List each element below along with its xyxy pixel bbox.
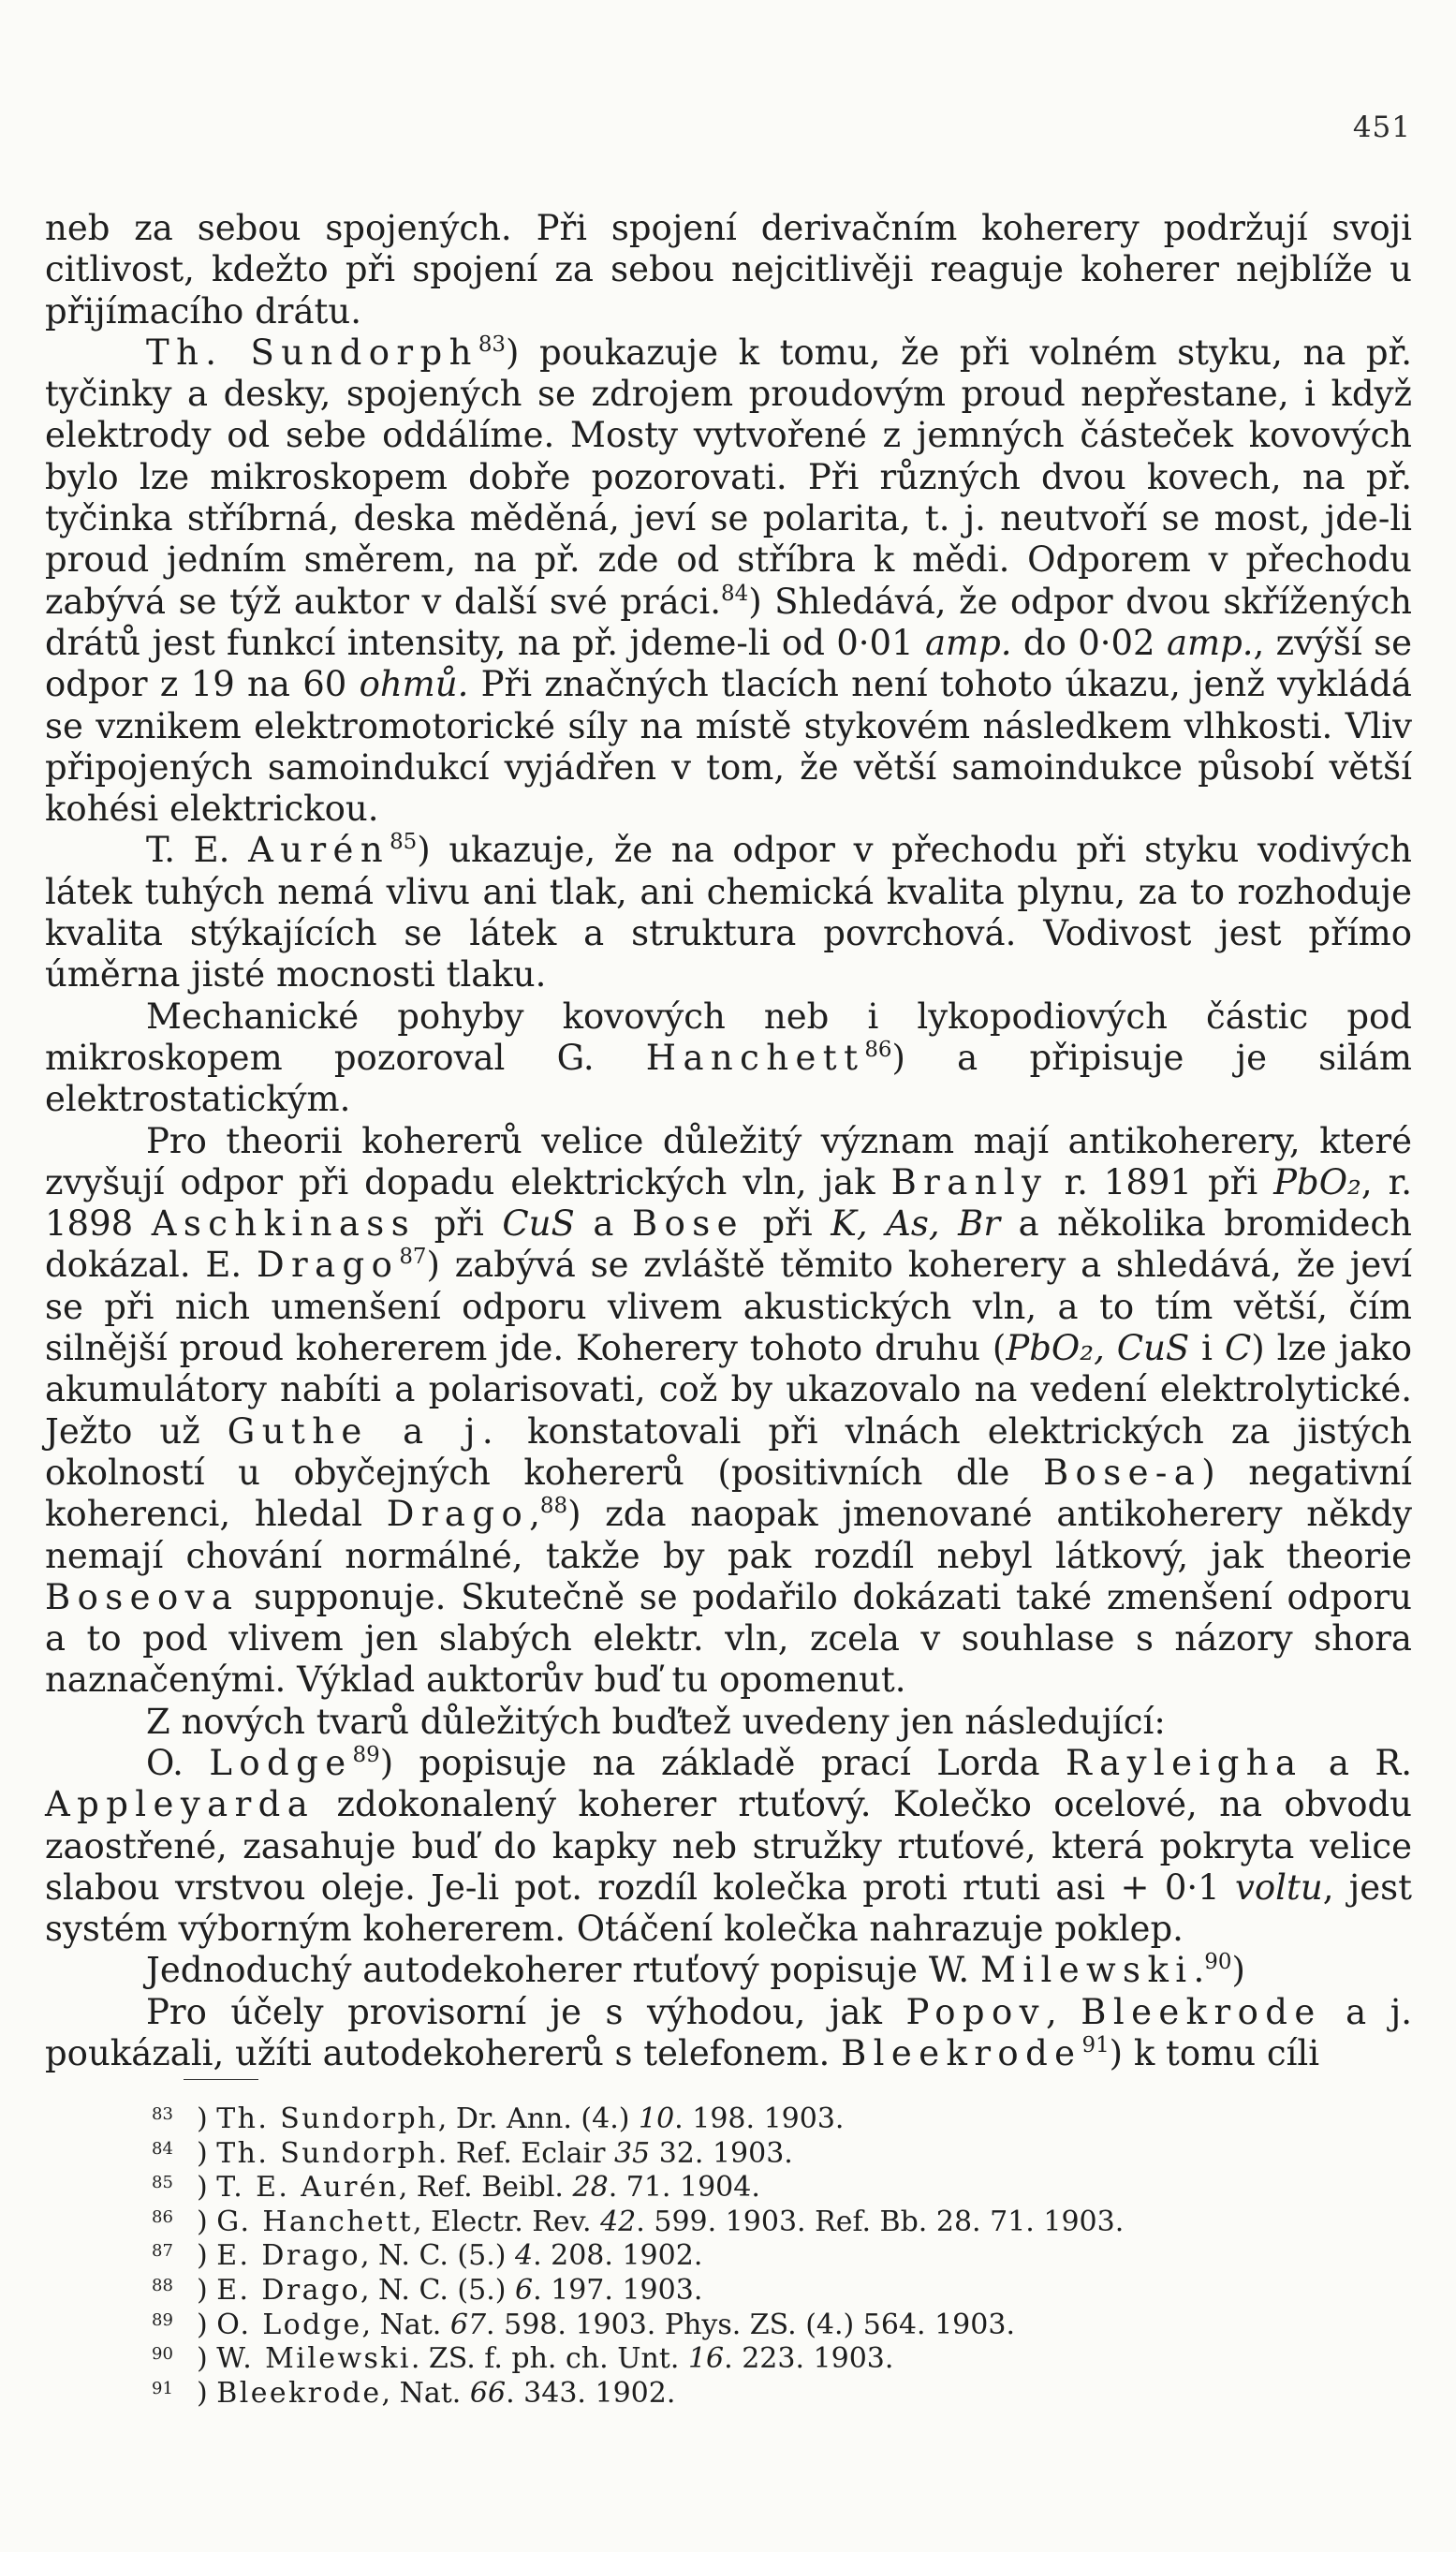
spaced-name: Th.: [146, 332, 251, 373]
text-run: ) zda naopak jmenované antikoherery někdy nemají chování normálné, takže by pak rozdíl nebyl látkový, jak theorie: [45, 1494, 1412, 1576]
footnote-volume: 10: [638, 2102, 675, 2135]
text-run: Pro theorii kohererů velice důležitý význam mají antikoherery, které zvyšují odpor při dopadu elektrických vln, jak: [45, 1120, 1412, 1202]
text-run: ) Shledává, že odpor dvou skřížených drátů jest funkcí intensity, na př. jdeme-li od 0·01: [45, 581, 1412, 663]
footnote-number: 87: [152, 2241, 173, 2262]
footnote-author: W. Milewski: [216, 2342, 411, 2376]
text-run: ) lze jako akumulátory nabíti a polarisovati, což by ukazovalo na vedení elektrolytické. Ježto už: [45, 1328, 1412, 1452]
footnote-ref-text: . Ref. Eclair: [437, 2136, 614, 2170]
italic-text: ohmů.: [359, 664, 469, 705]
footnotes: [152, 2100, 1182, 2408]
footnote-rest: . 599. 1903. Ref. Bb. 28. 71. 1903.: [636, 2205, 1125, 2238]
footnote: [152, 2236, 1182, 2271]
footnote-ref-text: , Nat.: [361, 2308, 450, 2341]
text-run: do 0·02: [1011, 622, 1167, 663]
paragraph: [45, 996, 1412, 1121]
footnote-ref-text: . ZS. f. ph. ch. Unt.: [410, 2342, 688, 2376]
footnote-number: 83: [152, 2104, 173, 2124]
footnote-paren: ): [197, 2136, 217, 2170]
text-run: ) negativní koherenci, hledal: [45, 1452, 1412, 1535]
paragraph: [45, 1950, 1412, 1991]
italic-text: PbO₂: [1273, 1161, 1361, 1202]
italic-text: amp.: [1166, 622, 1254, 663]
spaced-name: Hanchett: [645, 1037, 865, 1078]
footnote-ref: 88: [539, 1493, 568, 1518]
footnote: [152, 2339, 1182, 2374]
footnote-ref: 84: [721, 581, 749, 606]
spaced-name: Popov: [905, 1991, 1046, 2032]
footnote-author: Bleekrode: [216, 2376, 382, 2410]
paragraph: [45, 1121, 1412, 1702]
italic-text: amp.: [924, 622, 1012, 663]
footnote-ref-text: , Nat.: [381, 2376, 470, 2410]
footnote-number: 91: [152, 2378, 173, 2398]
text-run: a R.: [1302, 1742, 1412, 1783]
footnote: [152, 2374, 1182, 2409]
footnote-volume: 4: [514, 2239, 534, 2273]
spaced-name: Branly: [890, 1161, 1049, 1202]
text-run: ) k tomu cíli: [1109, 2033, 1320, 2074]
spaced-name: Bleekrode: [1081, 1991, 1322, 2032]
text-run: neb za sebou spojených. Při spojení derivačním koherery podržují svoji citlivost, kdežto při spojení za sebou nejcitlivěji reaguje koherer nejblíže u přijímacího drátu.: [45, 208, 1412, 332]
footnote-paren: ): [197, 2171, 217, 2205]
text-run: supponuje. Skutečně se podařilo dokázati také zmenšení odporu a to pod vlivem jen slabých elektr. vln, zcela v souhlase s názory shora naznačenými. Výklad auktorův buď tu opomenut.: [45, 1576, 1412, 1701]
text-run: ) poukazuje k tomu, že při volném styku, na př. tyčinky a desky, spojených se zdrojem proudovým proud nepřestane, i když elektrody od sebe oddálíme. Mosty vytvořené z jemných částeček kovových bylo lze mikroskopem dobře pozorovati. Při různých dvou kovech, na př. tyčinka stříbrná, deska měděná, jeví se polarita, t. j. neutvoří se most, jde-li proud jedním směrem, na př. zde od stříbra k mědi. Odporem v přechodu zabývá se týž auktor v další své práci.: [45, 332, 1412, 622]
paragraph: [45, 208, 1412, 332]
text-run: Jednoduchý autodekoherer rtuťový popisuje W.: [146, 1950, 980, 1991]
footnote-volume: 28: [572, 2171, 609, 2205]
text-run: O.: [146, 1742, 210, 1783]
text-run: , zvýší se odpor z 19 na 60: [45, 622, 1412, 705]
text-run: a několika bromidech dokázal. E.: [45, 1203, 1412, 1286]
italic-text: voltu: [1235, 1866, 1323, 1908]
text-run: ) zabývá se zvláště těmito koherery a shledává, že jeví se při nich umenšení odporu vlivem akustických vln, a to tím větší, čím silnější proud kohererem jde. Koherery tohoto druhu (: [45, 1245, 1412, 1369]
text-run: ) ukazuje, že na odpor v přechodu při styku vodivých látek tuhých nemá vlivu ani tlak, ani chemická kvalita plynu, za to rozhoduje kvalita stýkajících se látek a struktura povrchová. Vodivost jest přímo úměrna jisté mocnosti tlaku.: [45, 830, 1412, 996]
spaced-name: Drago: [256, 1245, 400, 1286]
text-run: Mechanické pohyby kovových neb i lykopodiových částic pod mikroskopem pozoroval G.: [45, 996, 1412, 1078]
footnote: [152, 2271, 1182, 2306]
footnote-volume: 66: [469, 2376, 507, 2410]
spaced-name: Sundorph: [250, 332, 478, 373]
text-run: a j. poukázali, užíti autodekohererů s telefonem.: [45, 1991, 1412, 2074]
spaced-name: Rayleigha: [1066, 1742, 1303, 1783]
footnote-author: E. Drago: [216, 2239, 360, 2273]
footnote: [152, 2134, 1182, 2169]
spaced-name: Bleekrode: [841, 2033, 1082, 2074]
footnote-rest: . 343. 1902.: [506, 2376, 676, 2410]
footnote-ref: 86: [864, 1037, 892, 1062]
spaced-name: Guthe a j.: [227, 1410, 501, 1452]
footnote-ref: 90: [1204, 1950, 1232, 1975]
footnote: [152, 2100, 1182, 2134]
footnote-volume: 35: [613, 2136, 651, 2170]
body-text: [45, 208, 1412, 2074]
footnote-author: G. Hanchett: [216, 2205, 413, 2238]
text-run: při: [743, 1203, 831, 1245]
footnote-rest: . 223. 1903.: [724, 2342, 894, 2376]
footnote-rest: 32. 1903.: [650, 2136, 793, 2170]
footnote-rest: . 598. 1903. Phys. ZS. (4.) 564. 1903.: [486, 2308, 1015, 2341]
spaced-name: Bose: [632, 1203, 744, 1245]
footnote-paren: ): [197, 2308, 217, 2341]
spaced-name: Appleyarda: [45, 1784, 316, 1825]
spaced-name: Boseova: [45, 1576, 240, 1617]
footnote-ref: 89: [352, 1742, 380, 1767]
italic-text: PbO₂, CuS: [1006, 1328, 1190, 1369]
footnote-volume: 6: [514, 2273, 534, 2307]
footnote-number: 88: [152, 2275, 173, 2295]
footnote-number: 86: [152, 2206, 173, 2227]
text-run: Z nových tvarů důležitých buďtež uvedeny jen následující:: [146, 1701, 1166, 1742]
text-run: ,: [529, 1494, 540, 1535]
footnote-ref: 83: [478, 332, 507, 357]
footnote-paren: ): [197, 2376, 217, 2410]
footnote-author: E. Drago: [216, 2273, 360, 2307]
footnote-paren: ): [197, 2273, 217, 2307]
spaced-name: Drago: [386, 1494, 530, 1535]
footnote: [152, 2203, 1182, 2237]
text-run: Při značných tlacích není tohoto úkazu, jenž vykládá se vznikem elektromotorické síly na místě stykovém následkem vlhkosti. Vliv připojených samoindukcí vyjádřen v tom, že větší samoindukce působí větší kohési elektrickou.: [45, 664, 1412, 830]
footnote-paren: ): [197, 2102, 217, 2135]
text-run: při: [416, 1203, 503, 1245]
footnote-ref: 85: [390, 830, 418, 855]
spaced-name: Aurén: [248, 830, 390, 871]
footnote-paren: ): [197, 2239, 217, 2273]
text-run: ,: [1045, 1991, 1081, 2032]
footnote-separator: [184, 2079, 258, 2080]
text-run: ): [1231, 1950, 1245, 1991]
footnote-paren: ): [197, 2205, 217, 2238]
spaced-name: Bose-a: [1042, 1452, 1202, 1493]
footnote-ref-text: , Dr. Ann. (4.): [437, 2102, 639, 2135]
text-run: i: [1189, 1328, 1225, 1369]
text-run: , jest systém výborným kohererem. Otáčení kolečka nahrazuje poklep.: [45, 1866, 1413, 1950]
footnote-number: 89: [152, 2309, 173, 2330]
text-run: konstatovali při vlnách elektrických za jistých okolností u obyčejných kohererů (positivních dle: [45, 1410, 1413, 1493]
footnote-volume: 67: [449, 2308, 487, 2341]
spaced-name: Milewski: [979, 1950, 1194, 1991]
footnote-ref: 87: [399, 1245, 427, 1270]
footnote-paren: ): [197, 2342, 217, 2376]
footnote-rest: . 197. 1903.: [533, 2273, 703, 2307]
footnote: [152, 2168, 1182, 2203]
footnote-rest: . 198. 1903.: [674, 2102, 845, 2135]
footnote-number: 84: [152, 2138, 173, 2159]
italic-text: C: [1224, 1328, 1252, 1369]
italic-text: K, As, Br: [831, 1203, 1001, 1245]
footnote-author: Th. Sundorph: [216, 2136, 438, 2170]
paragraph: [45, 1992, 1412, 2075]
paragraph: [45, 1702, 1412, 1743]
text-run: ) popisuje na základě prací Lorda: [379, 1742, 1066, 1783]
spaced-name: Lodge: [209, 1742, 353, 1783]
paragraph: [45, 830, 1412, 996]
text-run: zdokonalený koherer rtuťový. Kolečko ocelové, na obvodu zaostřené, zasahuje buď do kapky neb stružky rtuťové, která pokryta velice slabou vrstvou oleje. Je-li pot. rozdíl kolečka proti rtuti asi + 0·1: [45, 1784, 1412, 1908]
footnote-author: Th. Sundorph: [216, 2102, 438, 2135]
footnote-ref-text: , Ref. Beibl.: [398, 2171, 573, 2205]
text-run: a: [574, 1203, 632, 1245]
footnote-number: 90: [152, 2344, 173, 2365]
text-run: T. E.: [146, 830, 249, 871]
text-run: ) a připisuje je silám elektrostatickým.: [45, 1037, 1412, 1120]
footnote: [152, 2306, 1182, 2340]
footnote-rest: . 71. 1904.: [608, 2171, 760, 2205]
paragraph: [45, 332, 1412, 831]
footnote-ref-text: , N. C. (5.): [360, 2273, 515, 2307]
text-run: r. 1891 při: [1048, 1161, 1274, 1202]
text-run: , r. 1898: [45, 1161, 1412, 1245]
italic-text: CuS: [502, 1203, 575, 1245]
footnote-volume: 16: [687, 2342, 725, 2376]
footnote-ref-text: , Electr. Rev.: [412, 2205, 601, 2238]
footnote-ref: 91: [1081, 2032, 1110, 2058]
footnote-number: 85: [152, 2173, 173, 2193]
footnote-volume: 42: [600, 2205, 637, 2238]
spaced-name: Aschkinass: [151, 1203, 417, 1245]
footnote-rest: . 208. 1902.: [533, 2239, 703, 2273]
text-run: .: [1193, 1950, 1205, 1991]
footnote-author: O. Lodge: [216, 2308, 362, 2341]
page-number: 451: [1352, 111, 1411, 144]
text-run: Pro účely provisorní je s výhodou, jak: [146, 1991, 906, 2032]
footnote-author: T. E. Aurén: [216, 2171, 399, 2205]
paragraph: [45, 1743, 1412, 1950]
footnote-ref-text: , N. C. (5.): [360, 2239, 515, 2273]
